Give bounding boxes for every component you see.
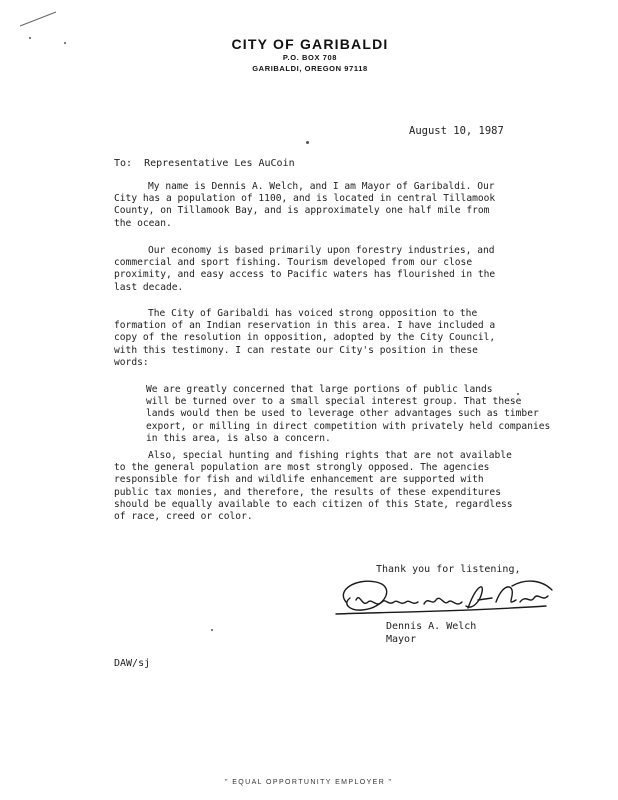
closing-line: Thank you for listening, [376,564,521,575]
scan-mark [18,8,58,28]
signatory-name: Dennis A. Welch [386,621,477,632]
letterhead [200,36,420,74]
footer-equal-opportunity: " EQUAL OPPORTUNITY EMPLOYER " [225,779,393,786]
scan-speck [29,37,31,39]
body-paragraph: Our economy is based primarily upon forestry industries, and commercial and sport fishing. Tourism developed from our close proximity, and easy access to Pacific waters has flourished in the last decade. [114,245,496,293]
letter-date: August 10, 1987 [409,125,504,137]
recipient-line: To: Representative Les AuCoin [114,158,295,169]
scan-speck [211,629,213,631]
handwritten-signature [316,572,556,624]
letterhead-po-box: P.O. BOX 708 [282,53,338,62]
scan-speck [64,42,66,44]
letterhead-city: CITY OF GARIBALDI [231,36,389,52]
letterhead-address: GARIBALDI, OREGON 97118 [252,64,368,73]
scan-speck [306,141,309,144]
body-paragraph: Also, special hunting and fishing rights that are not available to the general population are most strongly opposed. The agencies responsible for fish and wildlife enhancement are supported with public tax monies, and therefore, the results of these expenditures should be equally available to each citizen of this State, regardless of race, creed or color. [114,450,513,523]
body-paragraph: The City of Garibaldi has voiced strong opposition to the formation of an Indian reservation in this area. I have included a copy of the resolution in opposition, adopted by the City Council, with this testimony. I can restate our City's position in these words: [114,308,496,368]
body-paragraph: My name is Dennis A. Welch, and I am Mayor of Garibaldi. Our City has a population of 1100, and is located in central Tillamook County, on Tillamook Bay, and is approximately one half mile from the ocean. [114,181,496,229]
quoted-paragraph: We are greatly concerned that large portions of public lands will be turned over to a small special interest group. That these lands would then be used to leverage other advantages such as timber export, or milling in direct competition with privately held companies in this area, is also a concern. [146,384,551,444]
typist-initials: DAW/sj [114,658,151,669]
signatory-title: Mayor [386,634,417,645]
signatory-block [386,620,476,646]
